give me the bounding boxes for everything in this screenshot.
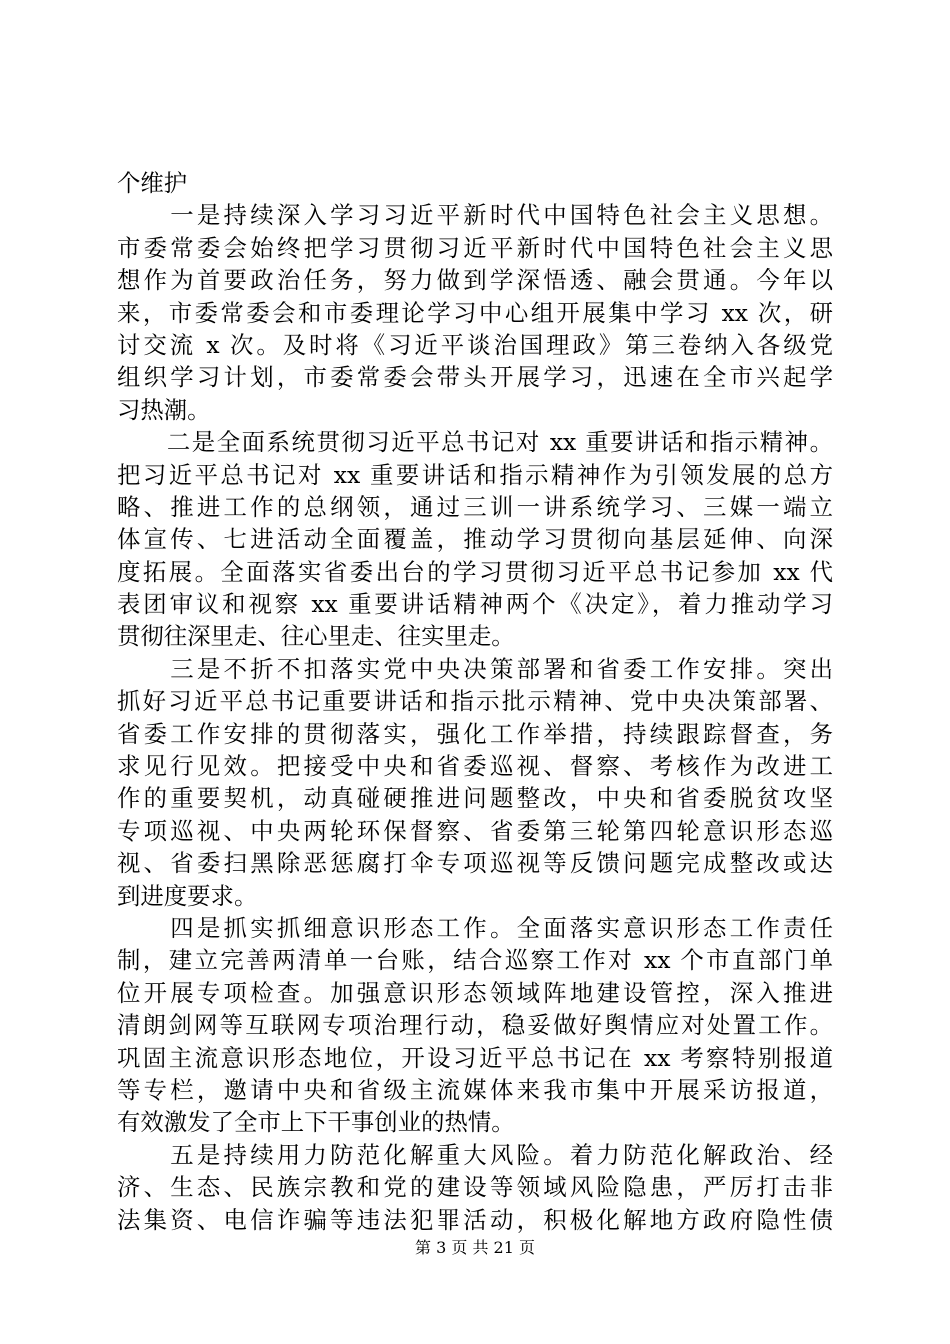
text-line: 视、省委扫黑除恶惩腐打伞专项巡视等反馈问题完成整改或达 [117, 849, 833, 878]
text-line: 习热潮。 [117, 395, 211, 424]
text-line: 专项巡视、中央两轮环保督察、省委第三轮第四轮意识形态巡 [117, 816, 833, 845]
text-line: 讨交流 x 次。及时将《习近平谈治国理政》第三卷纳入各级党 [117, 330, 833, 359]
document-body [117, 167, 833, 1236]
text-line: 位开展专项检查。加强意识形态领域阵地建设管控，深入推进 [117, 978, 833, 1007]
text-line: 清朗剑网等互联网专项治理行动，稳妥做好舆情应对处置工作。 [117, 1011, 833, 1040]
text-line: 省委工作安排的贯彻落实，强化工作举措，持续跟踪督查，务 [117, 719, 833, 748]
text-line: 有效激发了全市上下干事创业的热情。 [117, 1108, 515, 1137]
text-line: 想作为首要政治任务，努力做到学深悟透、融会贯通。今年以 [117, 266, 833, 295]
text-line: 来，市委常委会和市委理论学习中心组开展集中学习 xx 次，研 [117, 298, 833, 327]
text-line: 体宣传、七进活动全面覆盖，推动学习贯彻向基层延伸、向深 [117, 525, 833, 554]
text-line: 制，建立完善两清单一台账，结合巡察工作对 xx 个市直部门单 [117, 946, 833, 975]
text-line: 表团审议和视察 xx 重要讲话精神两个《决定》，着力推动学习 [117, 590, 833, 619]
text-line: 济、生态、民族宗教和党的建设等领域风险隐患，严厉打击非 [117, 1173, 833, 1202]
text-line: 度拓展。全面落实省委出台的学习贯彻习近平总书记参加 xx 代 [117, 557, 833, 586]
text-line: 三是不折不扣落实党中央决策部署和省委工作安排。突出 [117, 654, 833, 683]
text-line: 二是全面系统贯彻习近平总书记对 xx 重要讲话和指示精神。 [117, 428, 833, 457]
text-line: 略、推进工作的总纲领，通过三训一讲系统学习、三媒一端立 [117, 492, 833, 521]
text-line: 个维护 [117, 169, 188, 197]
text-line: 到进度要求。 [117, 881, 258, 910]
text-line: 巩固主流意识形态地位，开设习近平总书记在 xx 考察特别报道 [117, 1043, 833, 1072]
text-line: 市委常委会始终把学习贯彻习近平新时代中国特色社会主义思 [117, 233, 833, 262]
text-line: 组织学习计划，市委常委会带头开展学习，迅速在全市兴起学 [117, 363, 833, 392]
text-line: 抓好习近平总书记重要讲话和指示批示精神、党中央决策部署、 [117, 687, 833, 716]
page-number-footer: 第 3 页 共 21 页 [415, 1238, 535, 1257]
text-line: 作的重要契机，动真碰硬推进问题整改，中央和省委脱贫攻坚 [117, 784, 833, 813]
text-line: 一是持续深入学习习近平新时代中国特色社会主义思想。 [117, 201, 833, 230]
text-line: 五是持续用力防范化解重大风险。着力防范化解政治、经 [117, 1140, 833, 1169]
text-line: 把习近平总书记对 xx 重要讲话和指示精神作为引领发展的总方 [117, 460, 833, 489]
text-line: 贯彻往深里走、往心里走、往实里走。 [117, 622, 515, 651]
text-line: 求见行见效。把接受中央和省委巡视、督察、考核作为改进工 [117, 752, 833, 781]
text-line: 四是抓实抓细意识形态工作。全面落实意识形态工作责任 [117, 913, 833, 942]
text-line: 法集资、电信诈骗等违法犯罪活动，积极化解地方政府隐性债 [117, 1205, 833, 1234]
text-line: 等专栏，邀请中央和省级主流媒体来我市集中开展采访报道， [117, 1075, 833, 1104]
